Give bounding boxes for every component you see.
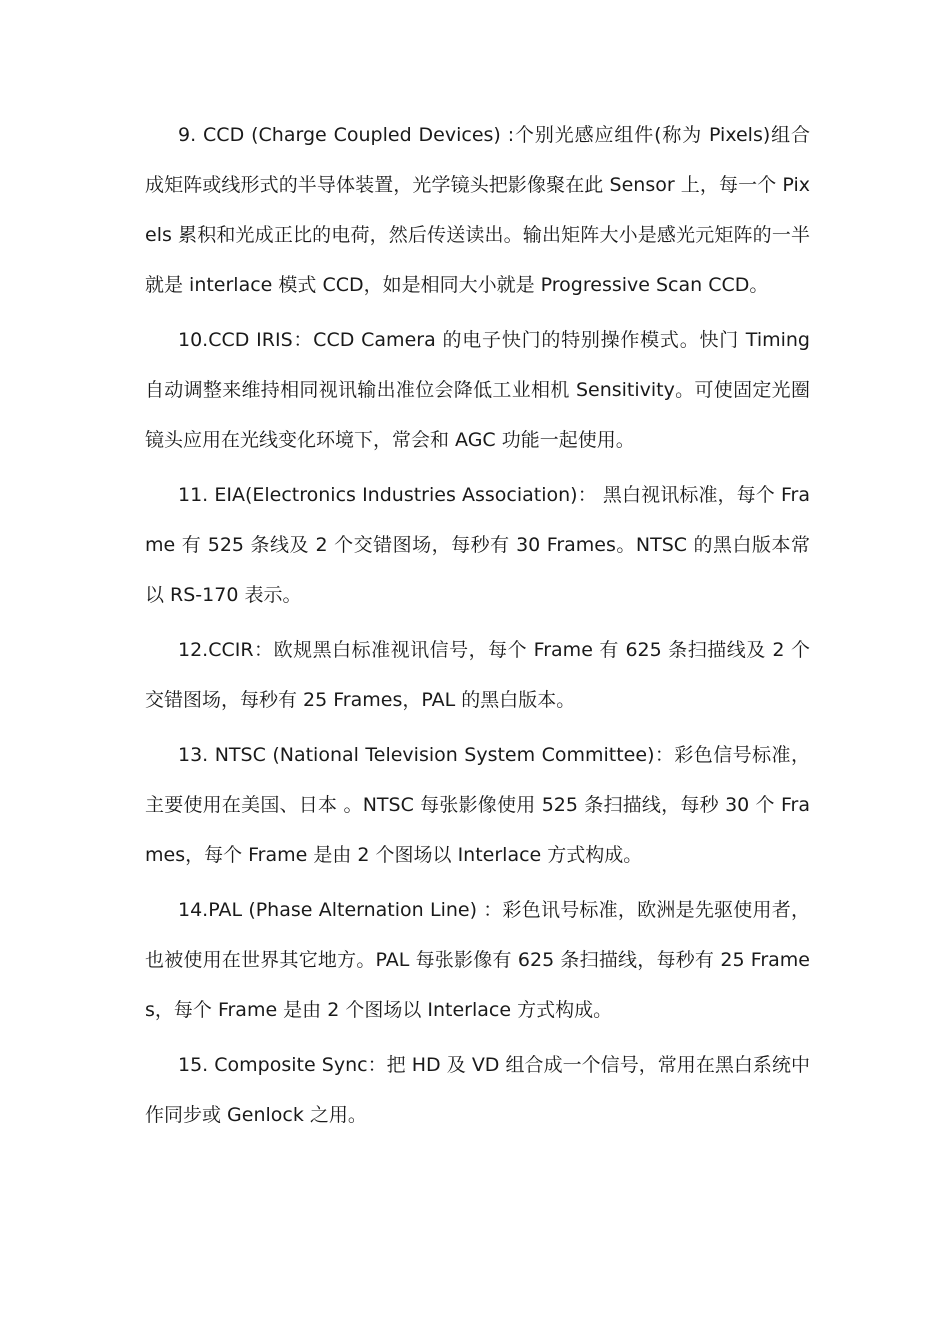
paragraph-ccir: 12.CCIR：欧规黑白标准视讯信号，每个 Frame 有 625 条扫描线及 2 个交错图场，每秒有 25 Frames，PAL 的黑白版本。: [145, 639, 810, 711]
document-body: [145, 110, 810, 1145]
paragraph-ccd: 9. CCD (Charge Coupled Devices) :个别光感应组件(称为 Pixels)组合成矩阵或线形式的半导体装置，光学镜头把影像聚在此 Sensor 上，每一个 Pixels 累积和光成正比的电荷，然后传送读出。输出矩阵大小是感光元矩阵的一半就是 interlace 模式 CCD，如是相同大小就是 Progressive Scan CCD。: [145, 124, 810, 296]
paragraph-ccd-iris: 10.CCD IRIS：CCD Camera 的电子快门的特别操作模式。快门 Timing 自动调整来维持相同视讯输出准位会降低工业相机 Sensitivity。可使固定光圈镜头应用在光线变化环境下，常会和 AGC 功能一起使用。: [145, 329, 810, 451]
paragraph-ntsc: 13. NTSC (National Television System Committee)：彩色信号标准，主要使用在美国、日本 。NTSC 每张影像使用 525 条扫描线，每秒 30 个 Frames，每个 Frame 是由 2 个图场以 Interlace 方式构成。: [145, 744, 810, 866]
paragraph-pal: 14.PAL (Phase Alternation Line) ：彩色讯号标准，欧洲是先驱使用者，也被使用在世界其它地方。PAL 每张影像有 625 条扫描线，每秒有 25 Frames，每个 Frame 是由 2 个图场以 Interlace 方式构成。: [145, 899, 810, 1021]
paragraph-composite-sync: 15. Composite Sync：把 HD 及 VD 组合成一个信号，常用在黑白系统中作同步或 Genlock 之用。: [145, 1054, 810, 1126]
paragraph-eia: 11. EIA(Electronics Industries Association)： 黑白视讯标准，每个 Frame 有 525 条线及 2 个交错图场，每秒有 30 Frames。NTSC 的黑白版本常以 RS-170 表示。: [145, 484, 810, 606]
